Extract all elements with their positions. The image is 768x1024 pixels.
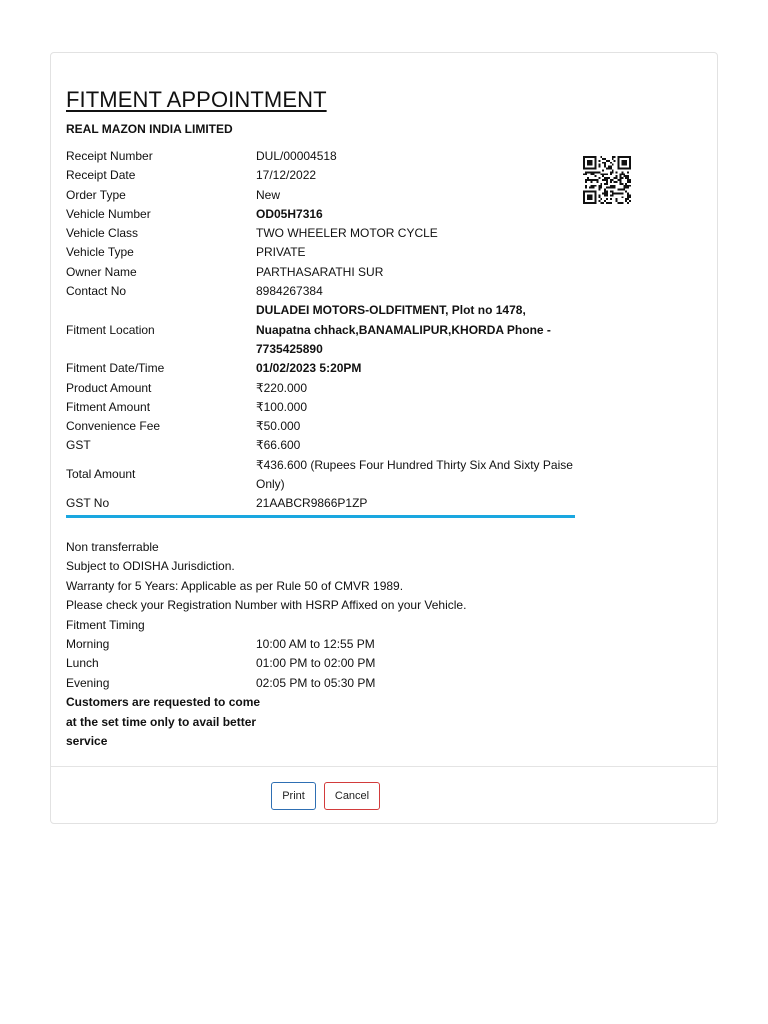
detail-row [66,456,576,495]
note-line: Subject to ODISHA Jurisdiction. [66,559,235,574]
detail-row [66,379,576,398]
detail-value: 17/12/2022 [256,168,317,183]
detail-value: ₹50.000 [256,419,301,434]
detail-row [66,224,576,243]
detail-row [66,398,576,417]
detail-value: PARTHASARATHI SUR [256,264,384,279]
receipt-details [66,147,576,514]
detail-row [66,243,576,262]
detail-label: Fitment Amount [66,399,151,414]
detail-label: Receipt Number [66,149,153,163]
section-divider [66,515,575,518]
detail-label: Vehicle Number [66,206,151,221]
timing-row [66,654,586,673]
print-button[interactable]: Print [271,782,316,810]
timing-value: 01:00 PM to 02:00 PM [256,656,376,671]
timing-advisory: Customers are requested to come at the set time only to avail better service [66,695,261,749]
detail-label: Product Amount [66,380,152,395]
detail-row [66,166,576,185]
timing-value: 10:00 AM to 12:55 PM [256,637,375,652]
detail-label: Contact No [66,284,127,299]
detail-value: TWO WHEELER MOTOR CYCLE [256,226,438,241]
detail-row [66,436,576,455]
detail-label: Total Amount [66,467,136,482]
note-line: Non transferrable [66,540,159,554]
timing-label: Morning [66,637,110,652]
detail-value: ₹66.600 [256,438,301,453]
detail-value: 8984267384 [256,284,323,299]
timing-value: 02:05 PM to 05:30 PM [256,675,376,690]
detail-row [66,359,576,378]
detail-row [66,282,576,301]
detail-label: Vehicle Class [66,226,139,241]
detail-label: Fitment Date/Time [66,361,165,376]
detail-label: GST [66,438,91,453]
detail-label: Receipt Date [66,168,136,183]
page-title: FITMENT APPOINTMENT [66,87,327,112]
detail-row [66,205,576,224]
detail-row [66,263,576,282]
detail-label: Order Type [66,187,126,202]
detail-value: DUL/00004518 [256,149,337,163]
detail-value: PRIVATE [256,245,306,260]
detail-value: ₹436.600 (Rupees Four Hundred Thirty Six And Sixty Paise Only) [256,457,573,492]
qr-code-icon [583,156,631,204]
detail-label: Fitment Location [66,322,155,337]
footer-divider [51,766,717,767]
detail-value: ₹100.000 [256,399,308,414]
note-line: Fitment Timing [66,617,145,632]
fitment-timings [66,635,586,693]
timing-row [66,674,586,693]
detail-value: ₹220.000 [256,380,308,395]
detail-label: Convenience Fee [66,419,161,434]
note-line: Warranty for 5 Years: Applicable as per Rule 50 of CMVR 1989. [66,578,404,593]
detail-row [66,301,576,359]
timing-label: Evening [66,675,110,690]
terms-notes [66,538,586,751]
detail-row [66,147,576,166]
detail-value: New [256,187,281,202]
company-name: REAL MAZON INDIA LIMITED [66,122,233,136]
detail-row [66,186,576,205]
cancel-button[interactable]: Cancel [324,782,380,810]
note-line: Please check your Registration Number with HSRP Affixed on your Vehicle. [66,598,467,613]
detail-label: Vehicle Type [66,245,134,260]
detail-row [66,494,576,513]
detail-label: Owner Name [66,264,137,279]
timing-label: Lunch [66,656,99,671]
detail-row [66,417,576,436]
detail-value: 01/02/2023 5:20PM [256,361,362,376]
detail-value: DULADEI MOTORS-OLDFITMENT, Plot no 1478, Nuapatna chhack,BANAMALIPUR,KHORDA Phone - 7735425890 [256,303,551,356]
detail-value: OD05H7316 [256,206,323,221]
timing-row [66,635,586,654]
note-lines [66,538,586,635]
fitment-appointment-card [50,52,718,824]
detail-value: 21AABCR9866P1ZP [256,496,368,511]
detail-label: GST No [66,496,110,511]
